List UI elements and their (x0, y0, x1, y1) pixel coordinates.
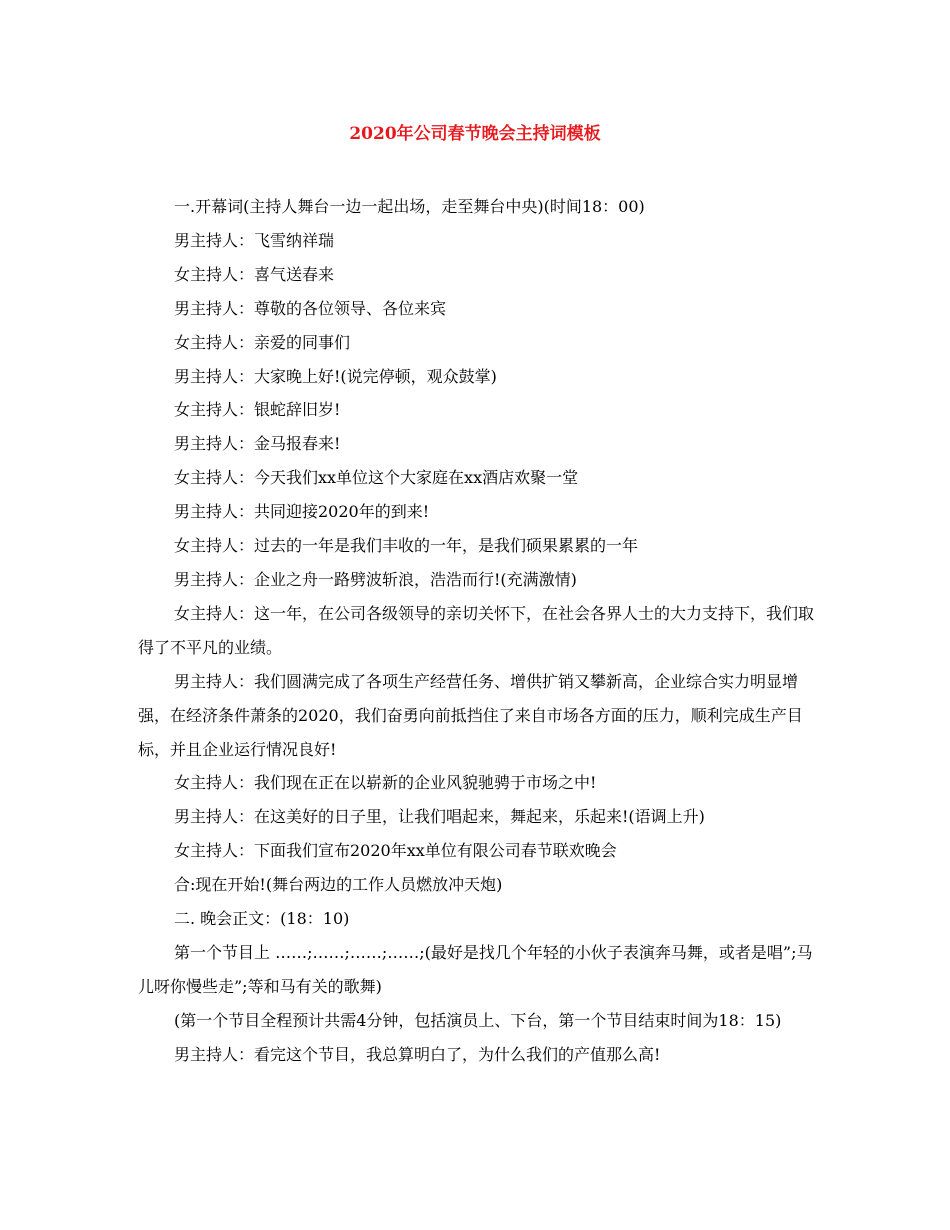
paragraph-line: 女主持人：亲爱的同事们 (174, 332, 351, 352)
paragraph-line: 合:现在开始!(舞台两边的工作人员燃放冲天炮) (174, 875, 503, 895)
paragraph-opening-heading: 一.开幕词(主持人舞台一边一起出场，走至舞台中央)(时间18：00) (174, 197, 645, 216)
paragraph-line: 女主持人：银蛇辞旧岁! (174, 400, 341, 420)
paragraph-line: 男主持人：飞雪纳祥瑞 (174, 230, 335, 250)
paragraph-line: 女主持人：过去的一年是我们丰收的一年，是我们硕果累累的一年 (174, 536, 639, 556)
paragraph-line: 女主持人：这一年，在公司各级领导的亲切关怀下，在社会各界人士的大力支持下，我们取得了不平凡的业绩。 (138, 603, 815, 657)
paragraph-line: 男主持人：大家晚上好!(说完停顿，观众鼓掌) (174, 366, 497, 386)
paragraph-line: 女主持人：下面我们宣布2020年xx单位有限公司春节联欢晚会 (174, 841, 617, 861)
paragraph-line: (第一个节目全程预计共需4分钟，包括演员上、下台，第一个节目结束时间为18：15) (174, 1010, 782, 1030)
paragraph-line: 女主持人：今天我们xx单位这个大家庭在xx酒店欢聚一堂 (174, 468, 579, 488)
paragraph-section-heading: 二. 晚会正文：(18：10) (174, 909, 350, 929)
paragraph-line: 男主持人：尊敬的各位领导、各位来宾 (174, 298, 447, 318)
paragraph-line: 第一个节目上 ……;……;……;……;(最好是找几个年轻的小伙子表演奔马舞，或者是唱”;马儿呀你慢些走”;等和马有关的歌舞) (138, 942, 813, 996)
paragraph-line: 男主持人：共同迎接2020年的到来! (174, 502, 430, 522)
paragraph-line: 男主持人：企业之舟一路劈波斩浪，浩浩而行!(充满激情) (174, 569, 577, 589)
paragraph-line: 女主持人：喜气送春来 (174, 264, 335, 284)
document-title: 2020年公司春节晚会主持词模板 (349, 124, 601, 144)
paragraph-line: 男主持人：看完这个节目，我总算明白了，为什么我们的产值那么高! (174, 1044, 661, 1064)
paragraph-line: 男主持人：金马报春来! (174, 434, 341, 454)
paragraph-line: 女主持人：我们现在正在以崭新的企业风貌驰骋于市场之中! (174, 773, 597, 793)
paragraph-line: 男主持人：在这美好的日子里，让我们唱起来，舞起来，乐起来!(语调上升) (174, 807, 705, 827)
document-body (138, 190, 818, 1072)
paragraph-line: 男主持人：我们圆满完成了各项生产经营任务、增供扩销又攀新高，企业综合实力明显增强，在经济条件萧条的2020，我们奋勇向前抵挡住了来自市场各方面的压力，顺利完成生产目标，并且企业运行情况良好! (138, 671, 803, 759)
